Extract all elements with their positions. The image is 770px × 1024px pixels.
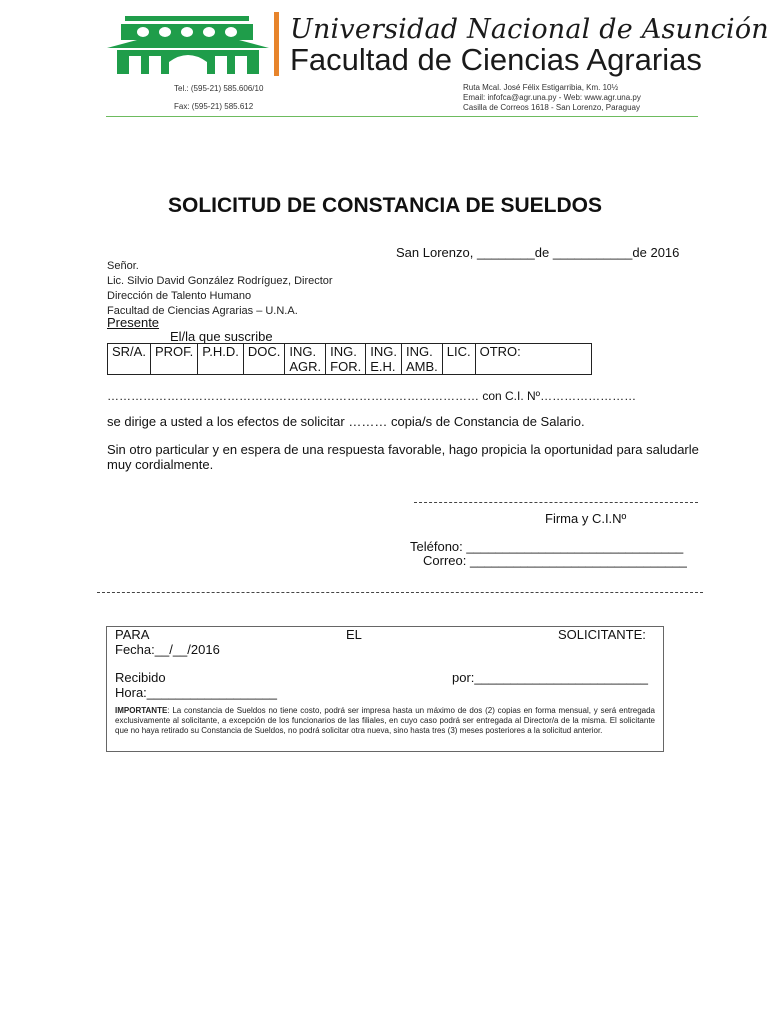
title-option[interactable]: LIC.	[442, 344, 475, 375]
title-option[interactable]: SR/A.	[108, 344, 151, 375]
addressee-line: Señor.	[107, 260, 139, 272]
receipt-recibido: Recibido	[115, 670, 166, 685]
addressee-block	[107, 259, 333, 319]
suscribe-label: El/la que suscribe	[170, 329, 273, 344]
faculty-name: Facultad de Ciencias Agrarias	[290, 42, 702, 77]
header-divider	[106, 116, 698, 117]
header-accent-bar	[274, 12, 279, 76]
title-option[interactable]: ING. FOR.	[326, 344, 366, 375]
important-label: IMPORTANTE	[115, 706, 168, 715]
title-option[interactable]: DOC.	[243, 344, 285, 375]
title-option[interactable]: ING. E.H.	[366, 344, 402, 375]
receipt-hora-field[interactable]: Hora:__________________	[115, 685, 277, 700]
title-option[interactable]: P.H.D.	[198, 344, 244, 375]
addressee-line: Lic. Silvio David González Rodríguez, Director	[107, 275, 333, 287]
receipt-por-field[interactable]: por:________________________	[452, 670, 648, 685]
title-option[interactable]: ING. AGR.	[285, 344, 326, 375]
signature-line[interactable]	[414, 502, 698, 503]
email-field[interactable]: Correo: ______________________________	[423, 553, 687, 568]
name-ci-line[interactable]: ………………………………………………………………………………… con C.I. Nº……………………	[107, 389, 637, 403]
titles-table	[107, 343, 592, 375]
university-logo	[107, 14, 269, 76]
header-tel: Tel.: (595-21) 585.606/10	[174, 84, 264, 93]
receipt-el: EL	[346, 627, 362, 642]
title-option-other[interactable]: OTRO:	[475, 344, 591, 375]
header-fax: Fax: (595-21) 585.612	[174, 102, 254, 111]
document-title: SOLICITUD DE CONSTANCIA DE SUELDOS	[167, 194, 603, 217]
header-address	[463, 83, 641, 113]
title-option[interactable]: ING. AMB.	[401, 344, 442, 375]
address-line: Casilla de Correos 1618 - San Lorenzo, Paraguay	[463, 103, 640, 112]
receipt-para: PARA	[115, 627, 150, 642]
phone-field[interactable]: Teléfono: ______________________________	[410, 539, 684, 554]
university-name: Universidad Nacional de Asunción	[290, 14, 769, 45]
date-line: San Lorenzo, ________de ___________de 2016	[396, 245, 680, 260]
important-text: : La constancia de Sueldos no tiene costo, podrá ser impresa hasta un máximo de dos (2) copias en forma mensual, y será entregada exclusivamente al solicitante, a excepción de los funcionarios de las filiales, en cuyo caso podrá ser entregada al Director/a de la misma. El solicitante que no haya retirado su Constancia de Sueldos, no podrá solicitar otra nueva, sino hasta tres (3) meses posteriores a la solicitud anterior.	[115, 706, 655, 735]
signature-label: Firma y C.I.Nº	[545, 511, 627, 526]
request-sentence: se dirige a usted a los efectos de solicitar ……… copia/s de Constancia de Salario.	[107, 414, 585, 429]
receipt-solicitante: SOLICITANTE:	[558, 627, 646, 642]
title-option[interactable]: PROF.	[150, 344, 197, 375]
receipt-date-field[interactable]: Fecha:__/__/2016	[115, 642, 220, 657]
address-line: Ruta Mcal. José Félix Estigarribia, Km. 10½	[463, 83, 619, 92]
presente-label: Presente	[107, 315, 160, 330]
titles-row	[108, 344, 592, 375]
closing-paragraph: Sin otro particular y en espera de una respuesta favorable, hago propicia la oportunidad para saludarle muy cordialmente.	[107, 442, 699, 472]
cut-line	[97, 592, 703, 593]
address-line: Email: infofca@agr.una.py - Web: www.agr.una.py	[463, 93, 641, 102]
addressee-line: Dirección de Talento Humano	[107, 290, 252, 302]
addressee-line: Facultad de Ciencias Agrarias – U.N.A.	[107, 305, 298, 317]
important-note	[115, 706, 655, 736]
